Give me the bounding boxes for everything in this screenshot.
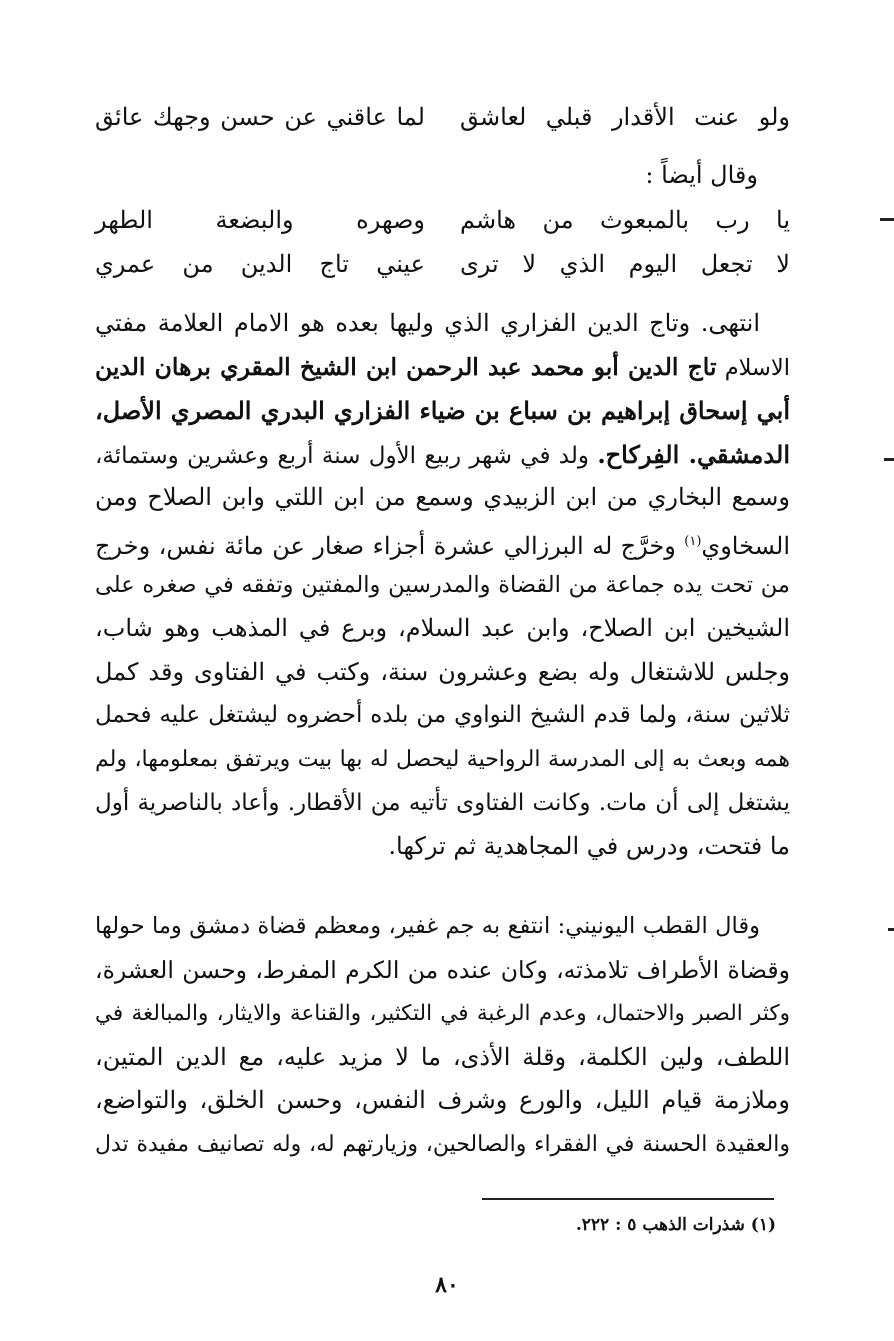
paragraph-line <box>95 346 790 390</box>
paragraph-line: الشيخين ابن الصلاح، وابن عبد السلام، وبرع في المذهب وهو شاب، <box>95 614 790 643</box>
scan-edge-mark <box>884 458 894 461</box>
page-number: ٨٠ <box>435 1272 459 1298</box>
verse-line-3 <box>95 245 790 283</box>
paragraph-line: اللطف، ولين الكلمة، وقلة الأذى، ما لا مزيد عليه، مع الدين المتين، <box>95 1042 790 1071</box>
paragraph-line: وكثر الصبر والاحتمال، وعدم الرغبة في التكثير، والقناعة والايثار، والمبالغة في <box>95 1001 790 1027</box>
paragraph-line: انتهى. وتاج الدين الفزاري الذي وليها بعده هو الامام العلامة مفتي <box>95 309 760 337</box>
paragraph-line <box>95 433 790 477</box>
paragraph-line: ما فتحت، ودرس في المجاهدية ثم تركها. <box>388 832 790 861</box>
verse-line-2 <box>95 201 790 239</box>
paragraph-line: وملازمة قيام الليل، والورع وشرف النفس، وحسن الخلق، والتواضع، <box>95 1086 790 1115</box>
scan-edge-mark <box>888 928 894 931</box>
quote-paragraph <box>95 905 790 1167</box>
footnote: (١) شذرات الذهب ٥ : ٢٢٢. <box>575 1215 776 1235</box>
bold-name-run: الدمشقي. الفِركاح. <box>597 439 790 469</box>
paragraph-line: والعقيدة الحسنة في الفقراء والصالحين، وزيارتهم له، وله تصانيف مفيدة تدل <box>95 1131 790 1157</box>
text-run: وخرَّج له البرزالي عشرة أجزاء صغار عن مائة نفس، وخرج <box>95 531 676 560</box>
paragraph-line: ثلاثين سنة، ولما قدم الشيخ النواوي من بلده أحضروه ليشتغل عليه فحمل <box>95 702 790 729</box>
paragraph-line: وسمع البخاري من ابن الزبيدي وسمع من ابن اللتي وابن الصلاح ومن <box>95 483 790 512</box>
text-run: الاسلام <box>724 354 790 381</box>
bold-name-run: تاج الدين أبو محمد عبد الرحمن ابن الشيخ المقري برهان الدين <box>95 352 717 381</box>
verse-2-second-hemistich: وصهره والبضعة الطهر <box>95 206 425 234</box>
paragraph-line: يشتغل إلى أن مات. وكانت الفتاوى تأتيه من الأقطار. وأعاد بالناصرية أول <box>95 789 790 816</box>
verse-intro: وقال أيضاً : <box>645 161 758 189</box>
paragraph-line: همه وبعث به إلى المدرسة الرواحية ليحصل له بها بيت ويرتفق بمعلومها، ولم <box>95 746 790 772</box>
verse-3-first-hemistich: لا تجعل اليوم الذي لا ترى <box>460 250 790 278</box>
paragraph-line: من تحت يده جماعة من القضاة والمدرسين والمفتين وتفقه في صغره على <box>95 571 790 598</box>
paragraph-line-bold: أبي إسحاق إبراهيم بن سباع بن ضياء الفزاري البدري المصري الأصل، <box>95 396 790 426</box>
paragraph-line <box>95 520 790 564</box>
scan-edge-mark <box>880 218 894 221</box>
paragraph-line: وجلس للاشتغال وله بضع وعشرون سنة، وكتب في الفتاوى وقد كمل <box>95 657 790 686</box>
biography-paragraph <box>95 302 790 869</box>
text-run: السخاوي <box>701 531 790 560</box>
footnote-marker: (١) <box>684 533 702 549</box>
verse-line-1 <box>95 98 790 136</box>
text-run: ولد في شهر ربيع الأول سنة أربع وعشرين وستمائة، <box>95 442 589 469</box>
verse-1-first-hemistich: ولو عنت الأقدار قبلي لعاشق <box>460 103 790 131</box>
paragraph-line: وقال القطب اليونيني: انتفع به جم غفير، ومعظم قضاة دمشق وما حولها <box>95 913 760 939</box>
footnote-divider <box>482 1198 774 1200</box>
verse-3-second-hemistich: عيني تاج الدين من عمري <box>95 250 425 278</box>
paragraph-line: وقضاة الأطراف تلامذته، وكان عنده من الكرم المفرط، وحسن العشرة، <box>95 955 790 984</box>
verse-1-second-hemistich: لما عاقني عن حسن وجهك عائق <box>95 103 425 131</box>
verse-2-first-hemistich: يا رب بالمبعوث من هاشم <box>460 206 790 234</box>
